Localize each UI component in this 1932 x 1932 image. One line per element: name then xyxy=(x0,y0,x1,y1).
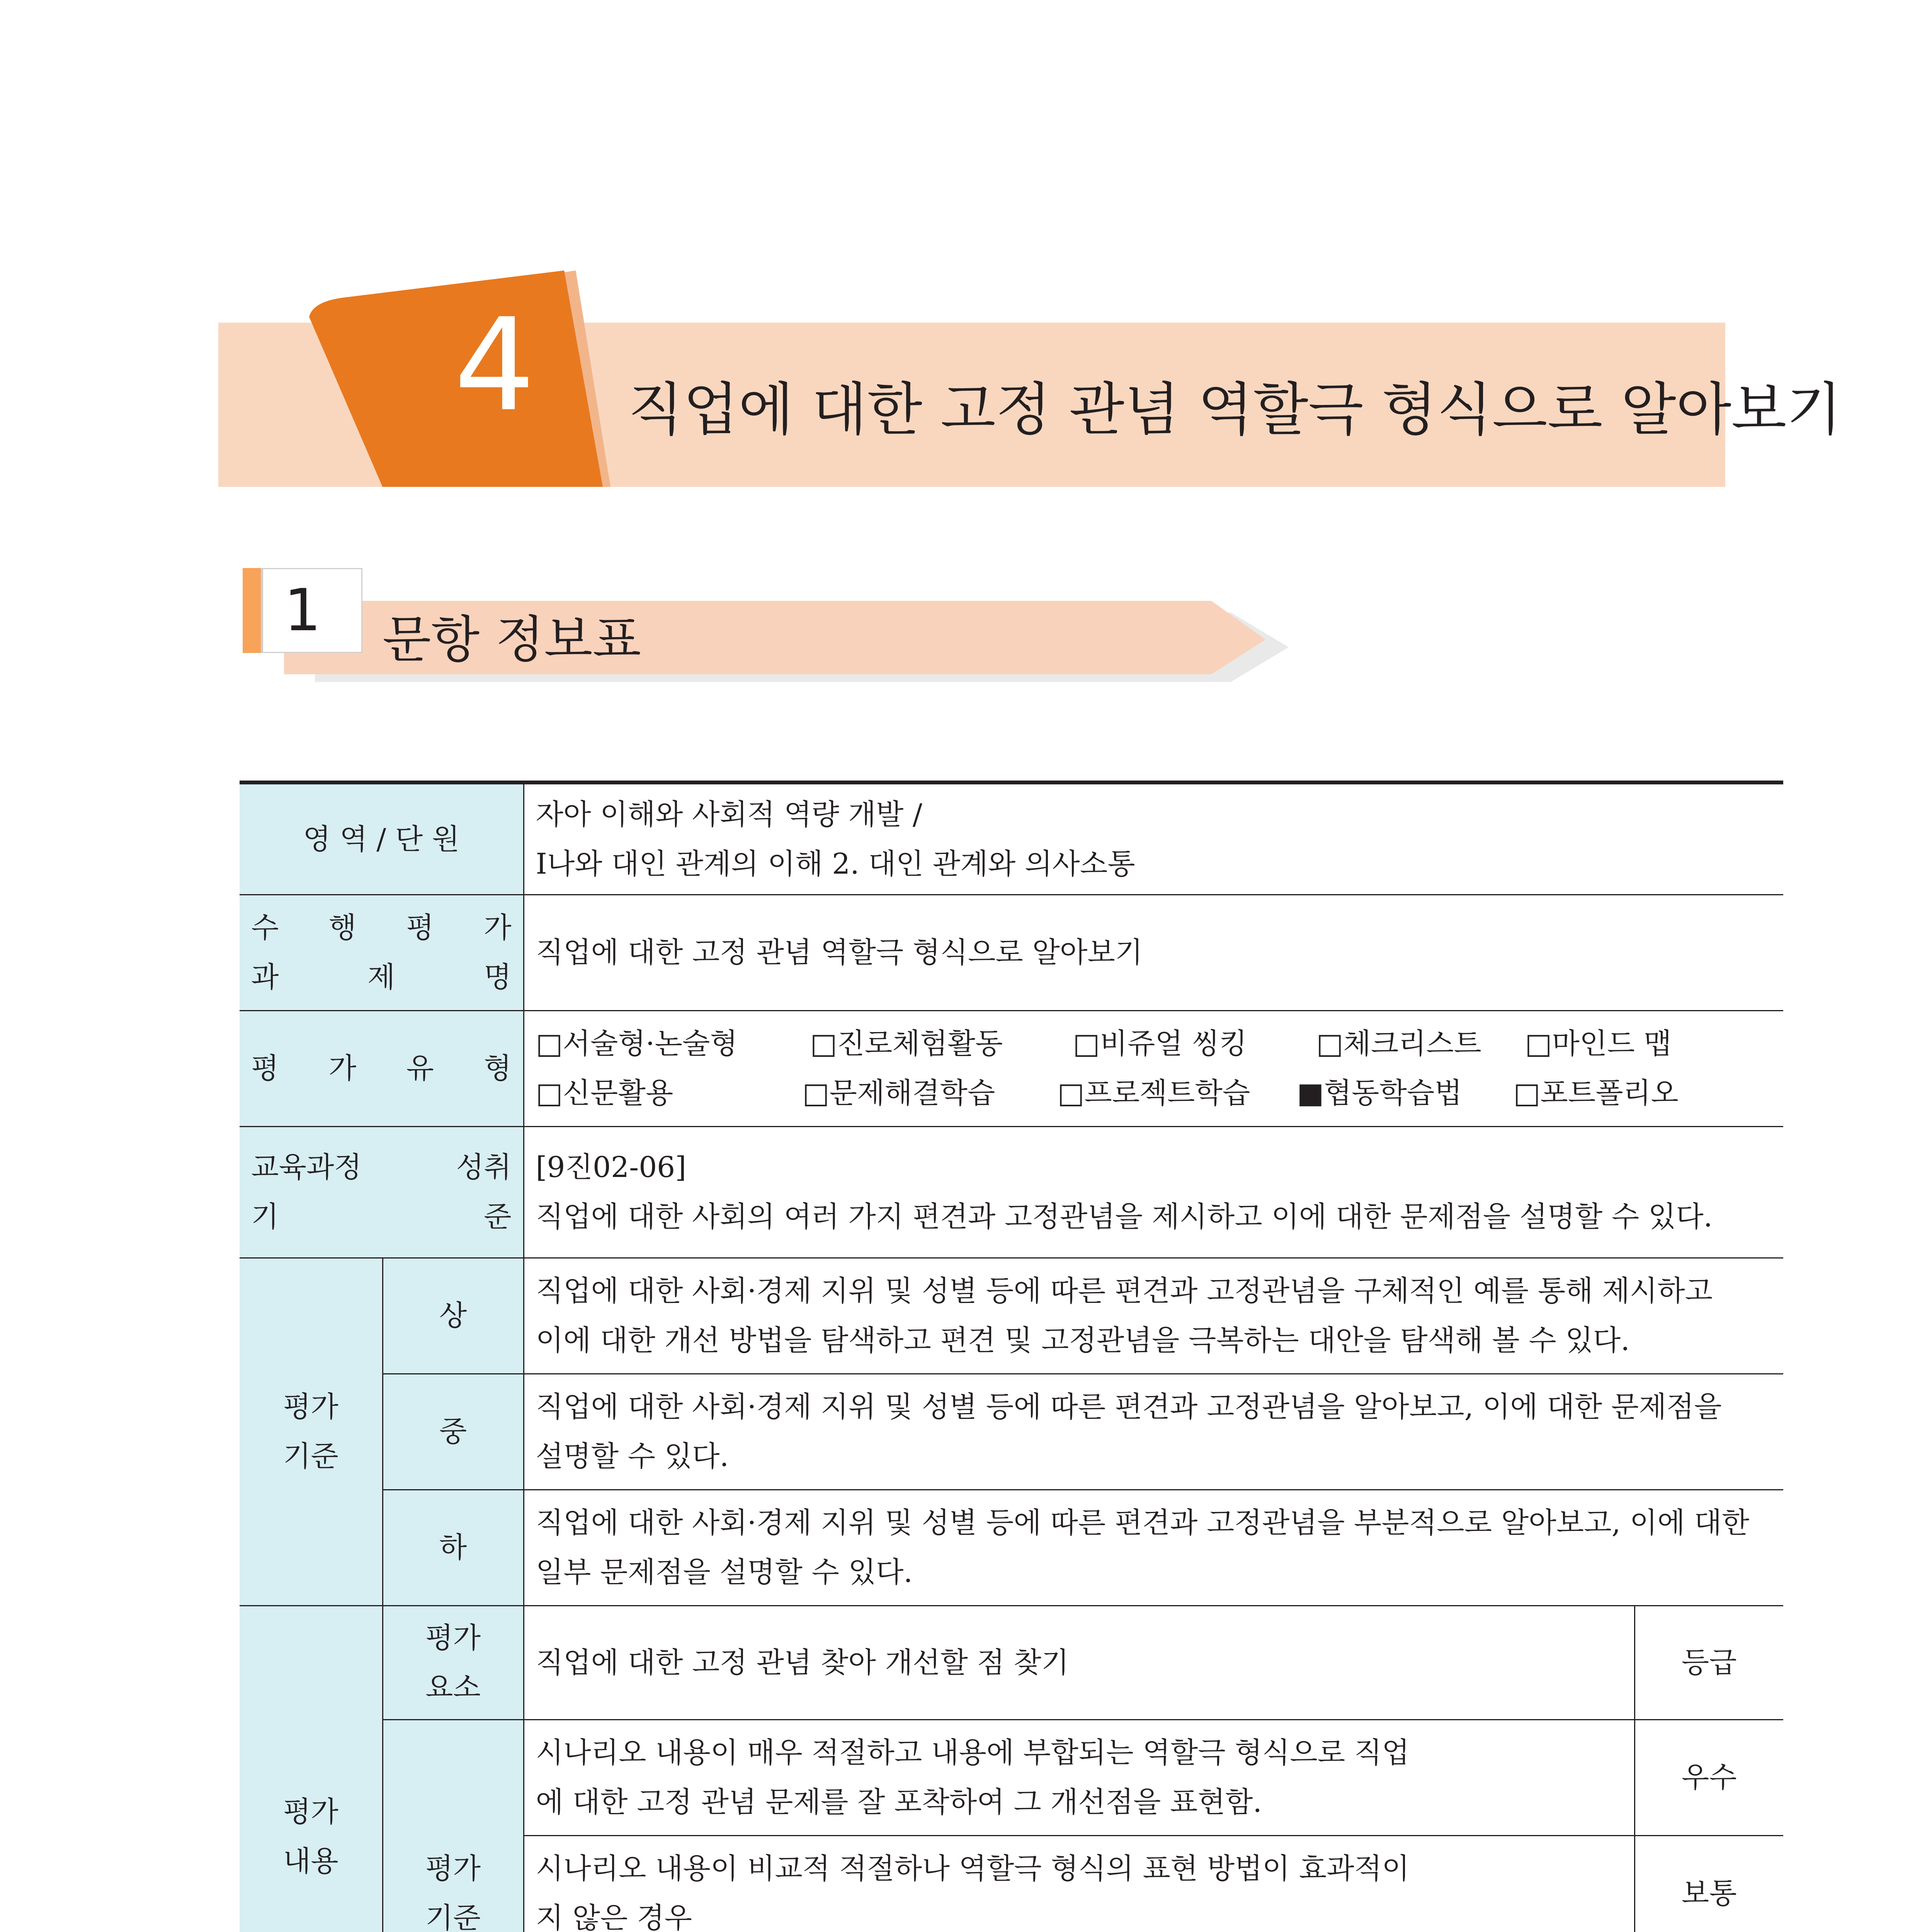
content-label-1: 평가 xyxy=(283,1795,338,1828)
element-label-2: 요소 xyxy=(425,1670,481,1704)
checkbox-label: 비쥬얼 씽킹 xyxy=(1100,1027,1247,1060)
checkbox-label: 신문활용 xyxy=(563,1077,673,1110)
row-content-element xyxy=(240,1605,1783,1719)
checkbox-label: 마인드 맵 xyxy=(1552,1027,1672,1060)
criteria-high-line-1: 직업에 대한 사회·경제 지위 및 성별 등에 따른 편견과 고정관념을 구체적인 예를 통해 제시하고 xyxy=(536,1274,1713,1308)
content-row-2-line-1: 시나리오 내용이 비교적 적절하나 역할극 형식의 표현 방법이 효과적이 xyxy=(536,1852,1410,1885)
domain-label: 영 역 / 단 원 xyxy=(303,822,460,856)
content-label-2: 내용 xyxy=(283,1844,338,1878)
grade-average: 보통 xyxy=(1634,1835,1783,1932)
checkbox-problem-solving[interactable] xyxy=(803,1068,1058,1118)
checkbox-mark: □ xyxy=(1525,1027,1552,1060)
standard-text: 직업에 대한 사회의 여러 가지 편견과 고정관념을 제시하고 이에 대한 문제점을 설명할 수 있다. xyxy=(536,1200,1713,1233)
criteria-label-cell xyxy=(240,1258,383,1605)
criteria-high-line-2: 이에 대한 개선 방법을 탐색하고 편견 및 고정관념을 극복하는 대안을 탐색해 볼 수 있다. xyxy=(536,1324,1630,1357)
type-checkbox-row-2 xyxy=(536,1068,1772,1118)
content-criteria-label-cell xyxy=(383,1719,524,1932)
content-criteria-label-1: 평가 xyxy=(425,1852,481,1885)
checkbox-cooperative-checked[interactable] xyxy=(1297,1068,1514,1118)
checkbox-mark: □ xyxy=(1316,1027,1344,1060)
checkbox-mark: □ xyxy=(1513,1077,1541,1110)
content-row-2-line-2: 지 않은 경우 xyxy=(536,1901,692,1932)
checkbox-checked-mark: ■ xyxy=(1297,1077,1324,1110)
checkbox-newspaper[interactable] xyxy=(536,1068,803,1118)
grade-header: 등급 xyxy=(1634,1605,1783,1719)
domain-line-1: 자아 이해와 사회적 역량 개발 / xyxy=(536,798,922,831)
checkbox-career-experience[interactable] xyxy=(810,1019,1073,1068)
row-domain xyxy=(240,782,1783,895)
row-criteria-high xyxy=(240,1258,1783,1374)
checkbox-essay[interactable] xyxy=(536,1019,810,1068)
checkbox-label: 체크리스트 xyxy=(1343,1027,1481,1060)
criteria-label-2: 기준 xyxy=(283,1440,338,1473)
chapter-number: 4 xyxy=(454,291,535,439)
domain-line-2: Ⅰ나와 대인 관계의 이해 2. 대인 관계와 의사소통 xyxy=(536,847,1135,881)
task-label-1: 수 행 평 가 xyxy=(251,911,512,944)
item-info-table xyxy=(240,781,1783,1932)
checkbox-portfolio[interactable] xyxy=(1514,1068,1679,1118)
section-title: 문항 정보표 xyxy=(383,610,641,669)
checkbox-label: 문제해결학습 xyxy=(829,1077,995,1110)
checkbox-label: 협동학습법 xyxy=(1324,1077,1462,1110)
content-row-1-line-2: 에 대한 고정 관념 문제를 잘 포착하여 그 개선점을 표현함. xyxy=(536,1786,1262,1819)
element-label-1: 평가 xyxy=(425,1621,481,1655)
type-label: 평 가 유 형 xyxy=(251,1052,512,1085)
row-criteria-low xyxy=(240,1490,1783,1605)
checkbox-mind-map[interactable] xyxy=(1525,1019,1672,1068)
content-criteria-label-2: 기준 xyxy=(425,1901,481,1932)
checkbox-visual-thinking[interactable] xyxy=(1073,1019,1316,1068)
standard-code: [9진02-06] xyxy=(536,1151,687,1184)
standard-label-cell xyxy=(240,1126,524,1258)
grade-excellent: 우수 xyxy=(1634,1719,1783,1835)
criteria-label-1: 평가 xyxy=(283,1390,338,1423)
checkbox-project[interactable] xyxy=(1058,1068,1297,1118)
standard-value-cell xyxy=(524,1126,1783,1258)
element-text: 직업에 대한 고정 관념 찾아 개선할 점 찾기 xyxy=(524,1605,1634,1719)
checkbox-mark: □ xyxy=(810,1027,837,1060)
content-row-1-text xyxy=(524,1719,1634,1835)
criteria-high-text xyxy=(524,1258,1783,1374)
criteria-level-low: 하 xyxy=(383,1490,524,1605)
content-row-2-text xyxy=(524,1835,1634,1932)
criteria-mid-text xyxy=(524,1374,1783,1490)
criteria-low-line-2: 일부 문제점을 설명할 수 있다. xyxy=(536,1556,913,1589)
type-label-cell xyxy=(240,1010,524,1126)
row-criteria-mid xyxy=(240,1374,1783,1490)
checkbox-checklist[interactable] xyxy=(1316,1019,1525,1068)
criteria-level-high: 상 xyxy=(383,1258,524,1374)
criteria-mid-line-1: 직업에 대한 사회·경제 지위 및 성별 등에 따른 편견과 고정관념을 알아보고, 이에 대한 문제점을 xyxy=(536,1390,1722,1423)
chapter-title: 직업에 대한 고정 관념 역할극 형식으로 알아보기 xyxy=(628,376,1842,443)
criteria-level-mid: 중 xyxy=(383,1374,524,1490)
checkbox-label: 서술형·논술형 xyxy=(563,1027,738,1060)
checkbox-mark: □ xyxy=(1057,1077,1085,1110)
row-type xyxy=(240,1010,1783,1126)
section-number: 1 xyxy=(284,577,321,644)
element-label-cell xyxy=(383,1605,524,1719)
task-value: 직업에 대한 고정 관념 역할극 형식으로 알아보기 xyxy=(524,895,1783,1010)
content-label-cell xyxy=(240,1605,383,1932)
row-standard xyxy=(240,1126,1783,1258)
checkbox-label: 프로젝트학습 xyxy=(1084,1077,1250,1110)
content-row-1-line-1: 시나리오 내용이 매우 적절하고 내용에 부합되는 역할극 형식으로 직업 xyxy=(536,1736,1410,1769)
checkbox-label: 포트폴리오 xyxy=(1540,1077,1679,1110)
type-checkbox-cell xyxy=(524,1010,1783,1126)
criteria-low-text xyxy=(524,1490,1783,1605)
checkbox-label: 진로체험활동 xyxy=(837,1027,1003,1060)
row-task xyxy=(240,895,1783,1010)
criteria-low-line-1: 직업에 대한 사회·경제 지위 및 성별 등에 따른 편견과 고정관념을 부분적으로 알아보고, 이에 대한 xyxy=(536,1506,1750,1539)
standard-label-2: 기 준 xyxy=(251,1200,512,1233)
checkbox-mark: □ xyxy=(802,1077,830,1110)
domain-label-cell xyxy=(240,782,524,895)
task-label-2: 과 제 명 xyxy=(251,961,512,994)
domain-value-cell xyxy=(524,782,1783,895)
checkbox-mark: □ xyxy=(1073,1027,1100,1060)
row-content-excellent xyxy=(240,1719,1783,1835)
criteria-mid-line-2: 설명할 수 있다. xyxy=(536,1440,729,1473)
type-checkbox-row-1 xyxy=(536,1019,1772,1068)
checkbox-mark: □ xyxy=(536,1027,563,1060)
standard-label-1: 교육과정 성취 xyxy=(251,1151,512,1184)
checkbox-mark: □ xyxy=(536,1077,563,1110)
task-label-cell xyxy=(240,895,524,1010)
